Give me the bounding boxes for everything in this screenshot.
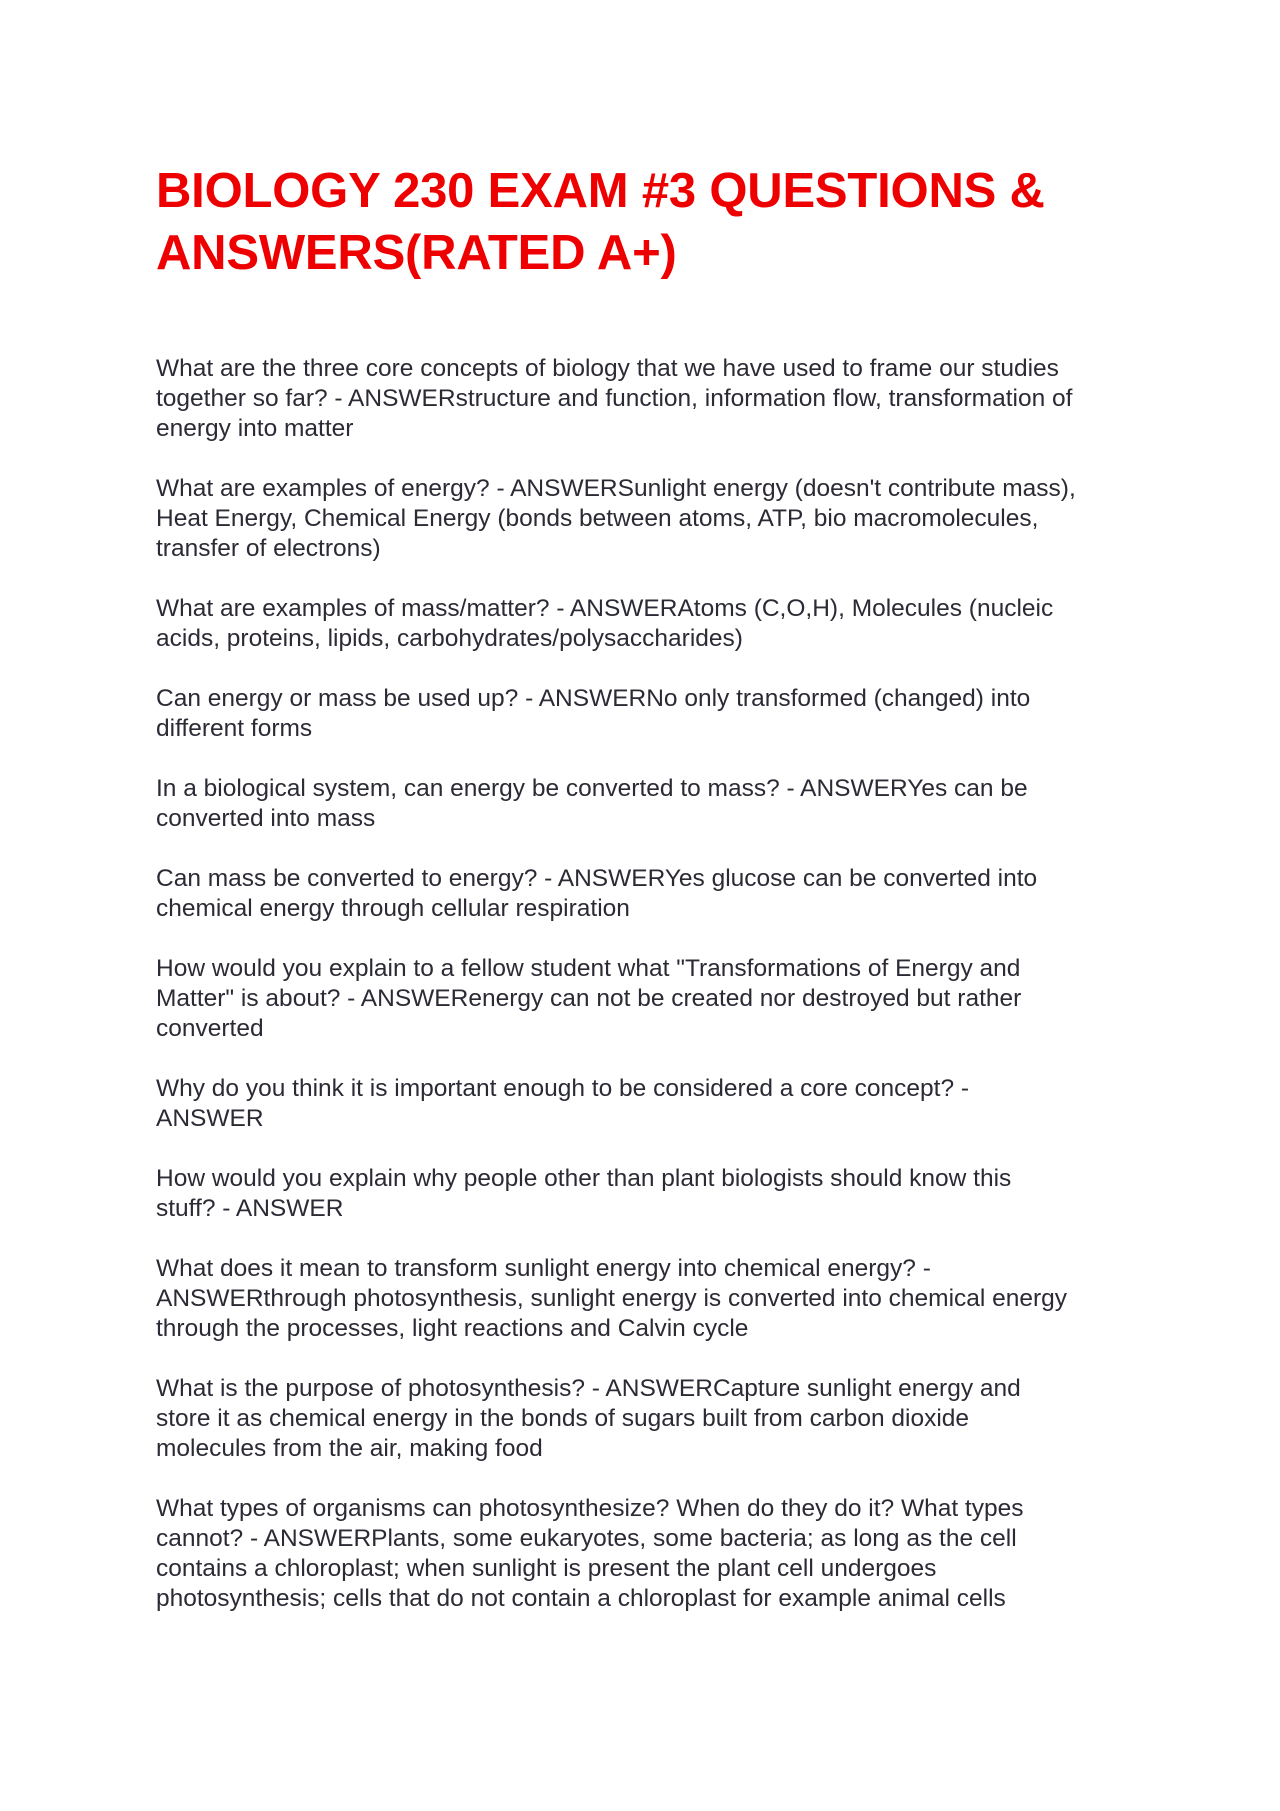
qa-entry: How would you explain why people other than plant biologists should know this stuff? - ANSWER	[156, 1165, 1012, 1222]
qa-entry: What are examples of mass/matter? - ANSWERAtoms (C,O,H), Molecules (nucleic acids, proteins, lipids, carbohydrates/polysaccharides)	[156, 595, 1054, 652]
qa-entry: What does it mean to transform sunlight energy into chemical energy? - ANSWERthrough photosynthesis, sunlight energy is converted into chemical energy through the processes, light reactions and Calvin cycle	[156, 1255, 1068, 1342]
qa-entry: How would you explain to a fellow student what "Transformations of Energy and Matter" is about? - ANSWERenergy can not be created nor destroyed but rather converted	[156, 955, 1022, 1042]
document-title: BIOLOGY 230 EXAM #3 QUESTIONS & ANSWERS(RATED A+)	[156, 164, 1045, 280]
qa-entry: What is the purpose of photosynthesis? - ANSWERCapture sunlight energy and store it as chemical energy in the bonds of sugars built from carbon dioxide molecules from the air, making food	[156, 1375, 1021, 1462]
qa-list	[156, 354, 1136, 1614]
qa-entry: Why do you think it is important enough to be considered a core concept? - ANSWER	[156, 1075, 970, 1132]
qa-entry: Can mass be converted to energy? - ANSWERYes glucose can be converted into chemical energy through cellular respiration	[156, 865, 1038, 922]
qa-entry: Can energy or mass be used up? - ANSWERNo only transformed (changed) into different forms	[156, 685, 1031, 742]
document-page	[156, 160, 1136, 1644]
qa-entry: What types of organisms can photosynthesize? When do they do it? What types cannot? - ANSWERPlants, some eukaryotes, some bacteria; as long as the cell contains a chloroplast; when sunlight is present the plant cell undergoes photosynthesis; cells that do not contain a chloroplast for example animal cells	[156, 1495, 1024, 1612]
qa-entry: What are examples of energy? - ANSWERSunlight energy (doesn't contribute mass), Heat Energy, Chemical Energy (bonds between atoms, ATP, bio macromolecules, transfer of electrons)	[156, 475, 1076, 562]
qa-entry: In a biological system, can energy be converted to mass? - ANSWERYes can be converted into mass	[156, 775, 1028, 832]
qa-entry: What are the three core concepts of biology that we have used to frame our studies together so far? - ANSWERstructure and function, information flow, transformation of energy into matter	[156, 355, 1073, 442]
